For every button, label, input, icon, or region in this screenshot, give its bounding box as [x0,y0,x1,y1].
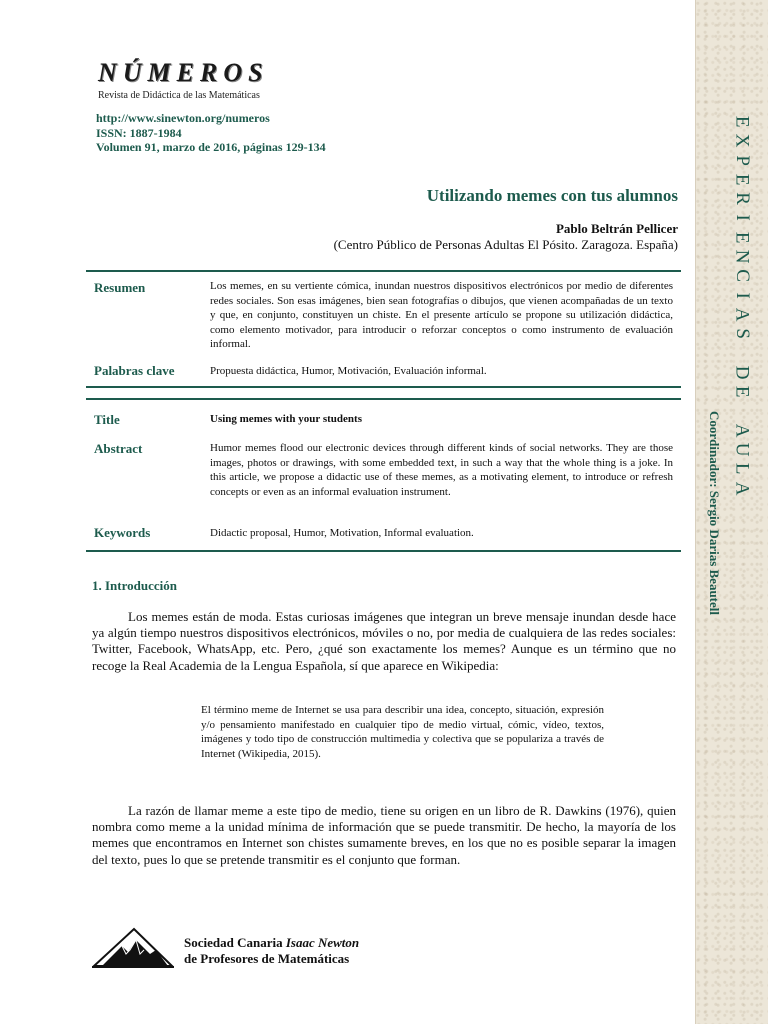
coordinator-text: Coordinador: Sergio Darias Beautell [707,410,723,615]
section-letter: A [731,481,753,496]
journal-issn: ISSN: 1887-1984 [96,125,182,140]
title-text: Using memes with your students [210,413,362,425]
section-letter: E [731,386,753,398]
resumen-label: Resumen [94,280,146,295]
keywords-text: Didactic proposal, Humor, Motivation, Informal evaluation. [210,527,474,539]
keywords-label: Keywords [94,525,151,540]
section-letter: I [731,214,753,222]
society-name [184,935,359,967]
section-letter: D [731,365,753,380]
spanish-abstract-box [86,270,681,388]
section-letter: R [731,192,753,206]
body-paragraph-1: Los memes están de moda. Estas curiosas imágenes que integran un breve mensaje inundan desde hace ya algún tiempo nuestros dispositivos electrónicos, móviles o no, por media de cualquiera de las redes sociales: Twitter, Facebook, WhatsApp, etc. Pero, ¿qué son exactamente los memes? Aunque es un término que no recoge la Real Academia de la Lengua Española, sí que aparece en Wikipedia: [92,609,676,673]
palabras-clave-label: Palabras clave [94,363,175,378]
journal-meta [96,111,326,155]
journal-subtitle: Revista de Didáctica de las Matemáticas [98,90,260,101]
section-name-vertical [727,112,757,498]
section-letter: A [731,307,753,322]
section-letter: P [731,154,753,166]
section-letter: A [731,423,753,438]
section-letter: L [731,463,753,475]
article-affiliation: (Centro Público de Personas Adultas El Pósito. Zaragoza. España) [333,237,678,252]
journal-volume: Volumen 91, marzo de 2016, páginas 129-134 [96,140,326,154]
abstract-label: Abstract [94,441,143,456]
section-letter: C [731,269,753,283]
english-abstract-box [86,398,681,552]
article-author: Pablo Beltrán Pellicer [555,221,678,236]
section-letter: E [731,173,753,186]
section-letter: X [731,134,753,148]
article-title: Utilizando memes con tus alumnos [426,186,678,205]
section-letter: I [731,292,753,299]
section-heading: 1. Introducción [92,578,177,593]
title-label: Title [94,412,120,427]
society-name-italic: Isaac Newton [285,935,360,950]
coordinator-vertical [705,405,723,620]
abstract-text: Humor memes flood our electronic devices through different kinds of social networks. They are those images, photos or drawings, with some embedded text, in such a way that the whole thing is a joke. In this article, we propose a didactic use of these memes, as a motivating element, to introduce or refresh concepts or even as an informal evaluation instrument. [210,442,673,498]
body-paragraph-2: La razón de llamar meme a este tipo de medio, tiene su origen en un libro de R. Dawkins (1976), quien nombra como meme a la unidad mínima de información que se puede transmitir. De hecho, la mayoría de los memes que encontramos en Internet son chistes sumamente breves, en los que no es posible separar la imagen del texto, pues lo que se pretende transmitir es el conjunto que forman. [92,803,676,867]
wikipedia-quote: El término meme de Internet se usa para describir una idea, concepto, situación, expresión y/o pensamiento manifestado en cualquier tipo de medio virtual, cómic, vídeo, textos, imágenes y todo tipo de construcción multimedia y colectiva que se popularizа a través de Internet (Wikipedia, 2015). [201,704,604,760]
journal-url[interactable]: http://www.sinewton.org/numeros [96,111,270,125]
society-line2: de Profesores de Matemáticas [184,951,350,966]
section-letter: E [731,115,753,128]
journal-name: NÚMEROS [98,58,269,87]
section-letter: E [731,231,753,244]
palabras-clave-text: Propuesta didáctica, Humor, Motivación, Evaluación informal. [210,365,487,377]
resumen-text: Los memes, en su vertiente cómica, inundan nuestros dispositivos electrónicos por medio de diferentes redes sociales. Son esas imágenes, bien sean fotografías o dibujos, que vienen acompañadas de un texto y que, en conjunto, constituyen un chiste. En el presente artículo se propone su utilización didáctica, como elemento motivador, para introducir o reforzar conceptos o como instrumento de evaluación informal. [210,280,673,350]
section-letter: N [731,249,753,264]
section-letter: S [731,328,753,340]
mountain-logo-icon [92,924,174,969]
section-letter: U [731,442,753,457]
society-prefix: Sociedad Canaria [184,935,286,950]
